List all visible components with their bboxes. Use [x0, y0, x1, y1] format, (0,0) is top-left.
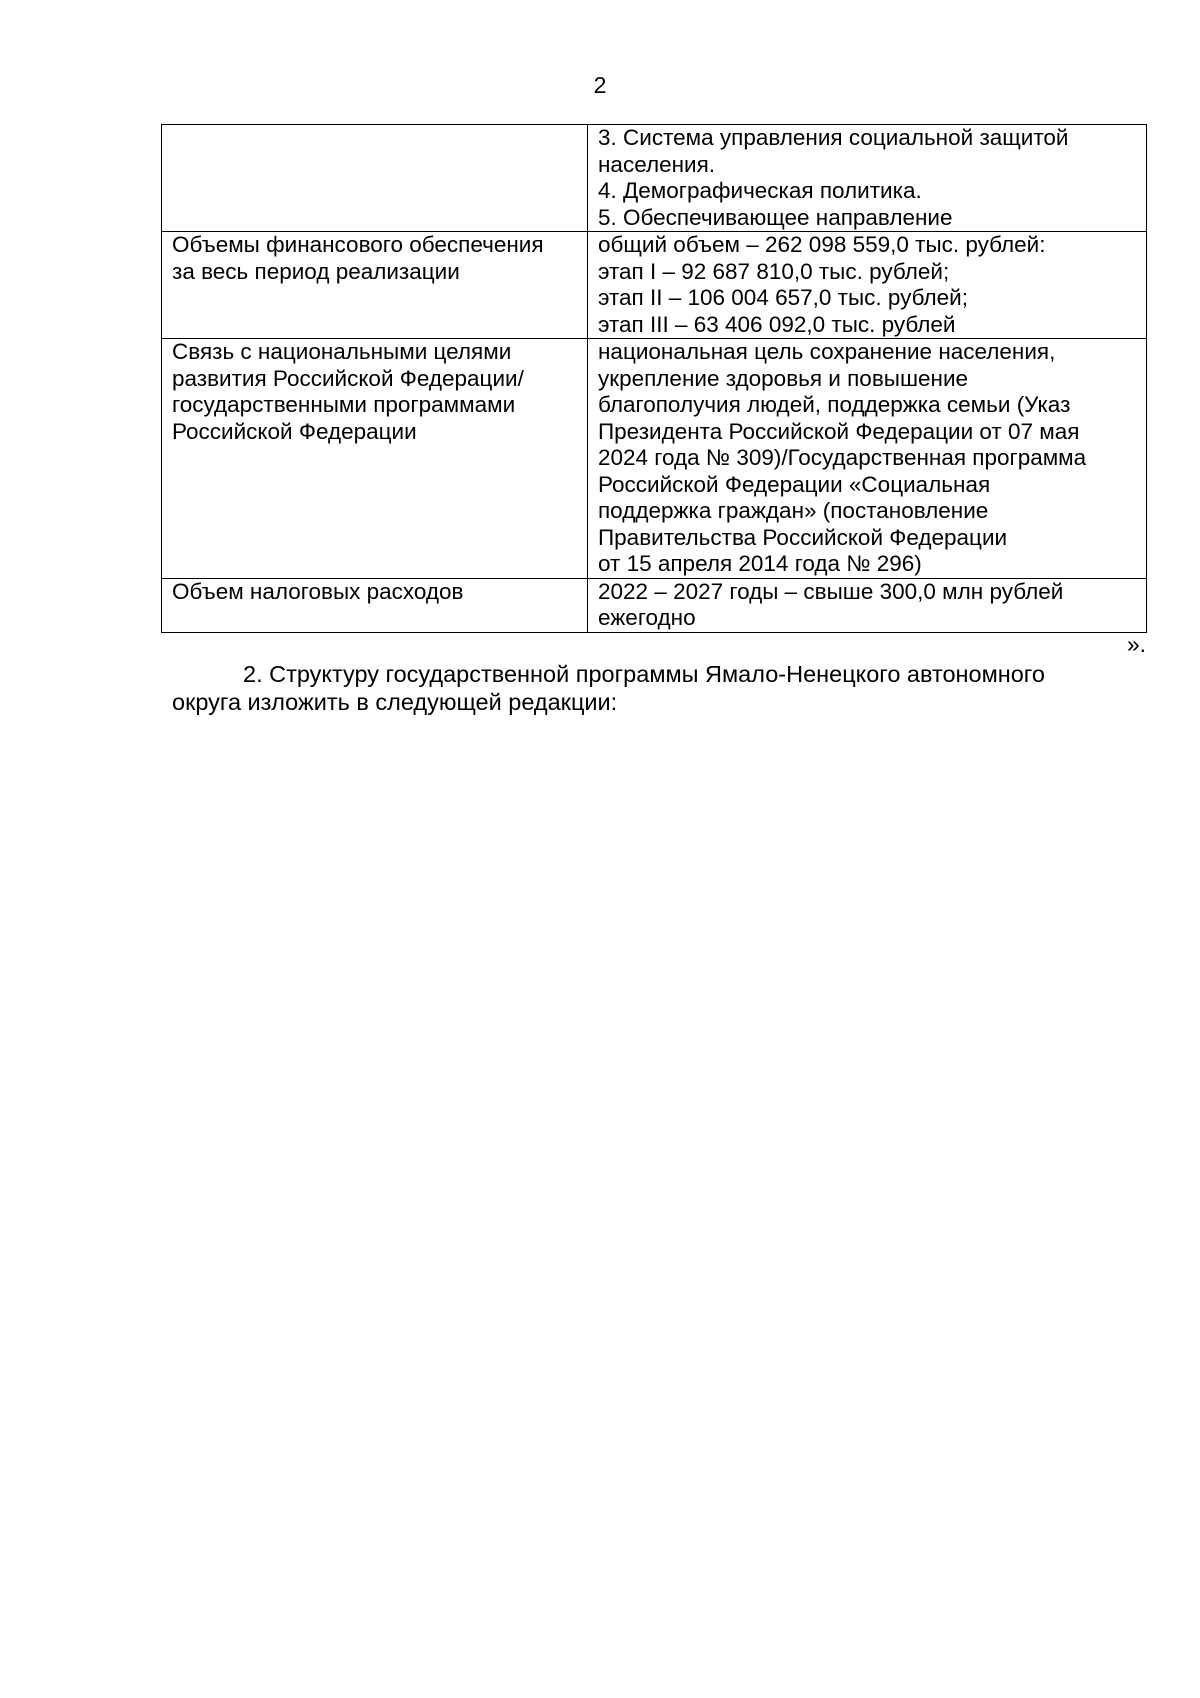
paragraph-line: округа изложить в следующей редакции:	[172, 689, 618, 715]
value-line: общий объем – 262 098 559,0 тыс. рублей:	[598, 232, 1046, 257]
value-line: 2024 года № 309)/Государственная программа	[598, 445, 1087, 470]
page-number: 2	[593, 72, 607, 98]
value-line: этап I – 92 687 810,0 тыс. рублей;	[598, 258, 950, 284]
value-line: благополучия людей, поддержка семьи (Указ	[598, 392, 1071, 417]
row-label-cell	[162, 339, 588, 579]
value-line: от 15 апреля 2014 года № 296)	[598, 551, 922, 576]
row-label-cell	[162, 125, 588, 232]
amendment-paragraph	[172, 660, 1146, 716]
program-passport-table	[161, 124, 1147, 633]
value-line: 2022 – 2027 годы – свыше 300,0 млн рублей	[598, 578, 1064, 604]
table-row	[162, 339, 1147, 579]
label-line: Объемы финансового обеспечения	[172, 232, 544, 257]
value-line: этап II – 106 004 657,0 тыс. рублей;	[598, 285, 968, 310]
row-value-cell	[588, 339, 1147, 579]
value-line: Российской Федерации «Социальная	[598, 471, 991, 497]
label-line: развития Российской Федерации/	[172, 365, 524, 391]
value-line: ежегодно	[598, 605, 696, 630]
row-label-cell	[162, 232, 588, 339]
value-line: 3. Система управления социальной защитой	[598, 125, 1069, 150]
value-line: Президента Российской Федерации от 07 мая	[598, 418, 1080, 444]
label-line: за весь период реализации	[172, 258, 460, 284]
value-line: 4. Демографическая политика.	[598, 178, 922, 203]
table-row	[162, 125, 1147, 232]
value-line: поддержка граждан» (постановление	[598, 498, 989, 523]
label-line: Российской Федерации	[172, 418, 417, 444]
label-line: Связь с национальными целями	[172, 339, 512, 364]
value-line: этап III – 63 406 092,0 тыс. рублей	[598, 311, 956, 337]
value-line: Правительства Российской Федерации	[598, 524, 1008, 550]
value-line: 5. Обеспечивающее направление	[598, 204, 953, 230]
table-row	[162, 232, 1147, 339]
row-value-cell	[588, 125, 1147, 232]
label-line: Объем налоговых расходов	[172, 578, 464, 604]
table-row	[162, 578, 1147, 632]
value-line: населения.	[598, 151, 716, 177]
row-label-cell	[162, 578, 588, 632]
closing-quote: ».	[1126, 631, 1146, 657]
paragraph-line: 2. Структуру государственной программы Ямало-Ненецкого автономного	[243, 661, 1045, 687]
value-line: национальная цель сохранение населения,	[598, 339, 1056, 364]
label-line: государственными программами	[172, 392, 516, 417]
value-line: укрепление здоровья и повышение	[598, 365, 969, 391]
row-value-cell	[588, 232, 1147, 339]
row-value-cell	[588, 578, 1147, 632]
